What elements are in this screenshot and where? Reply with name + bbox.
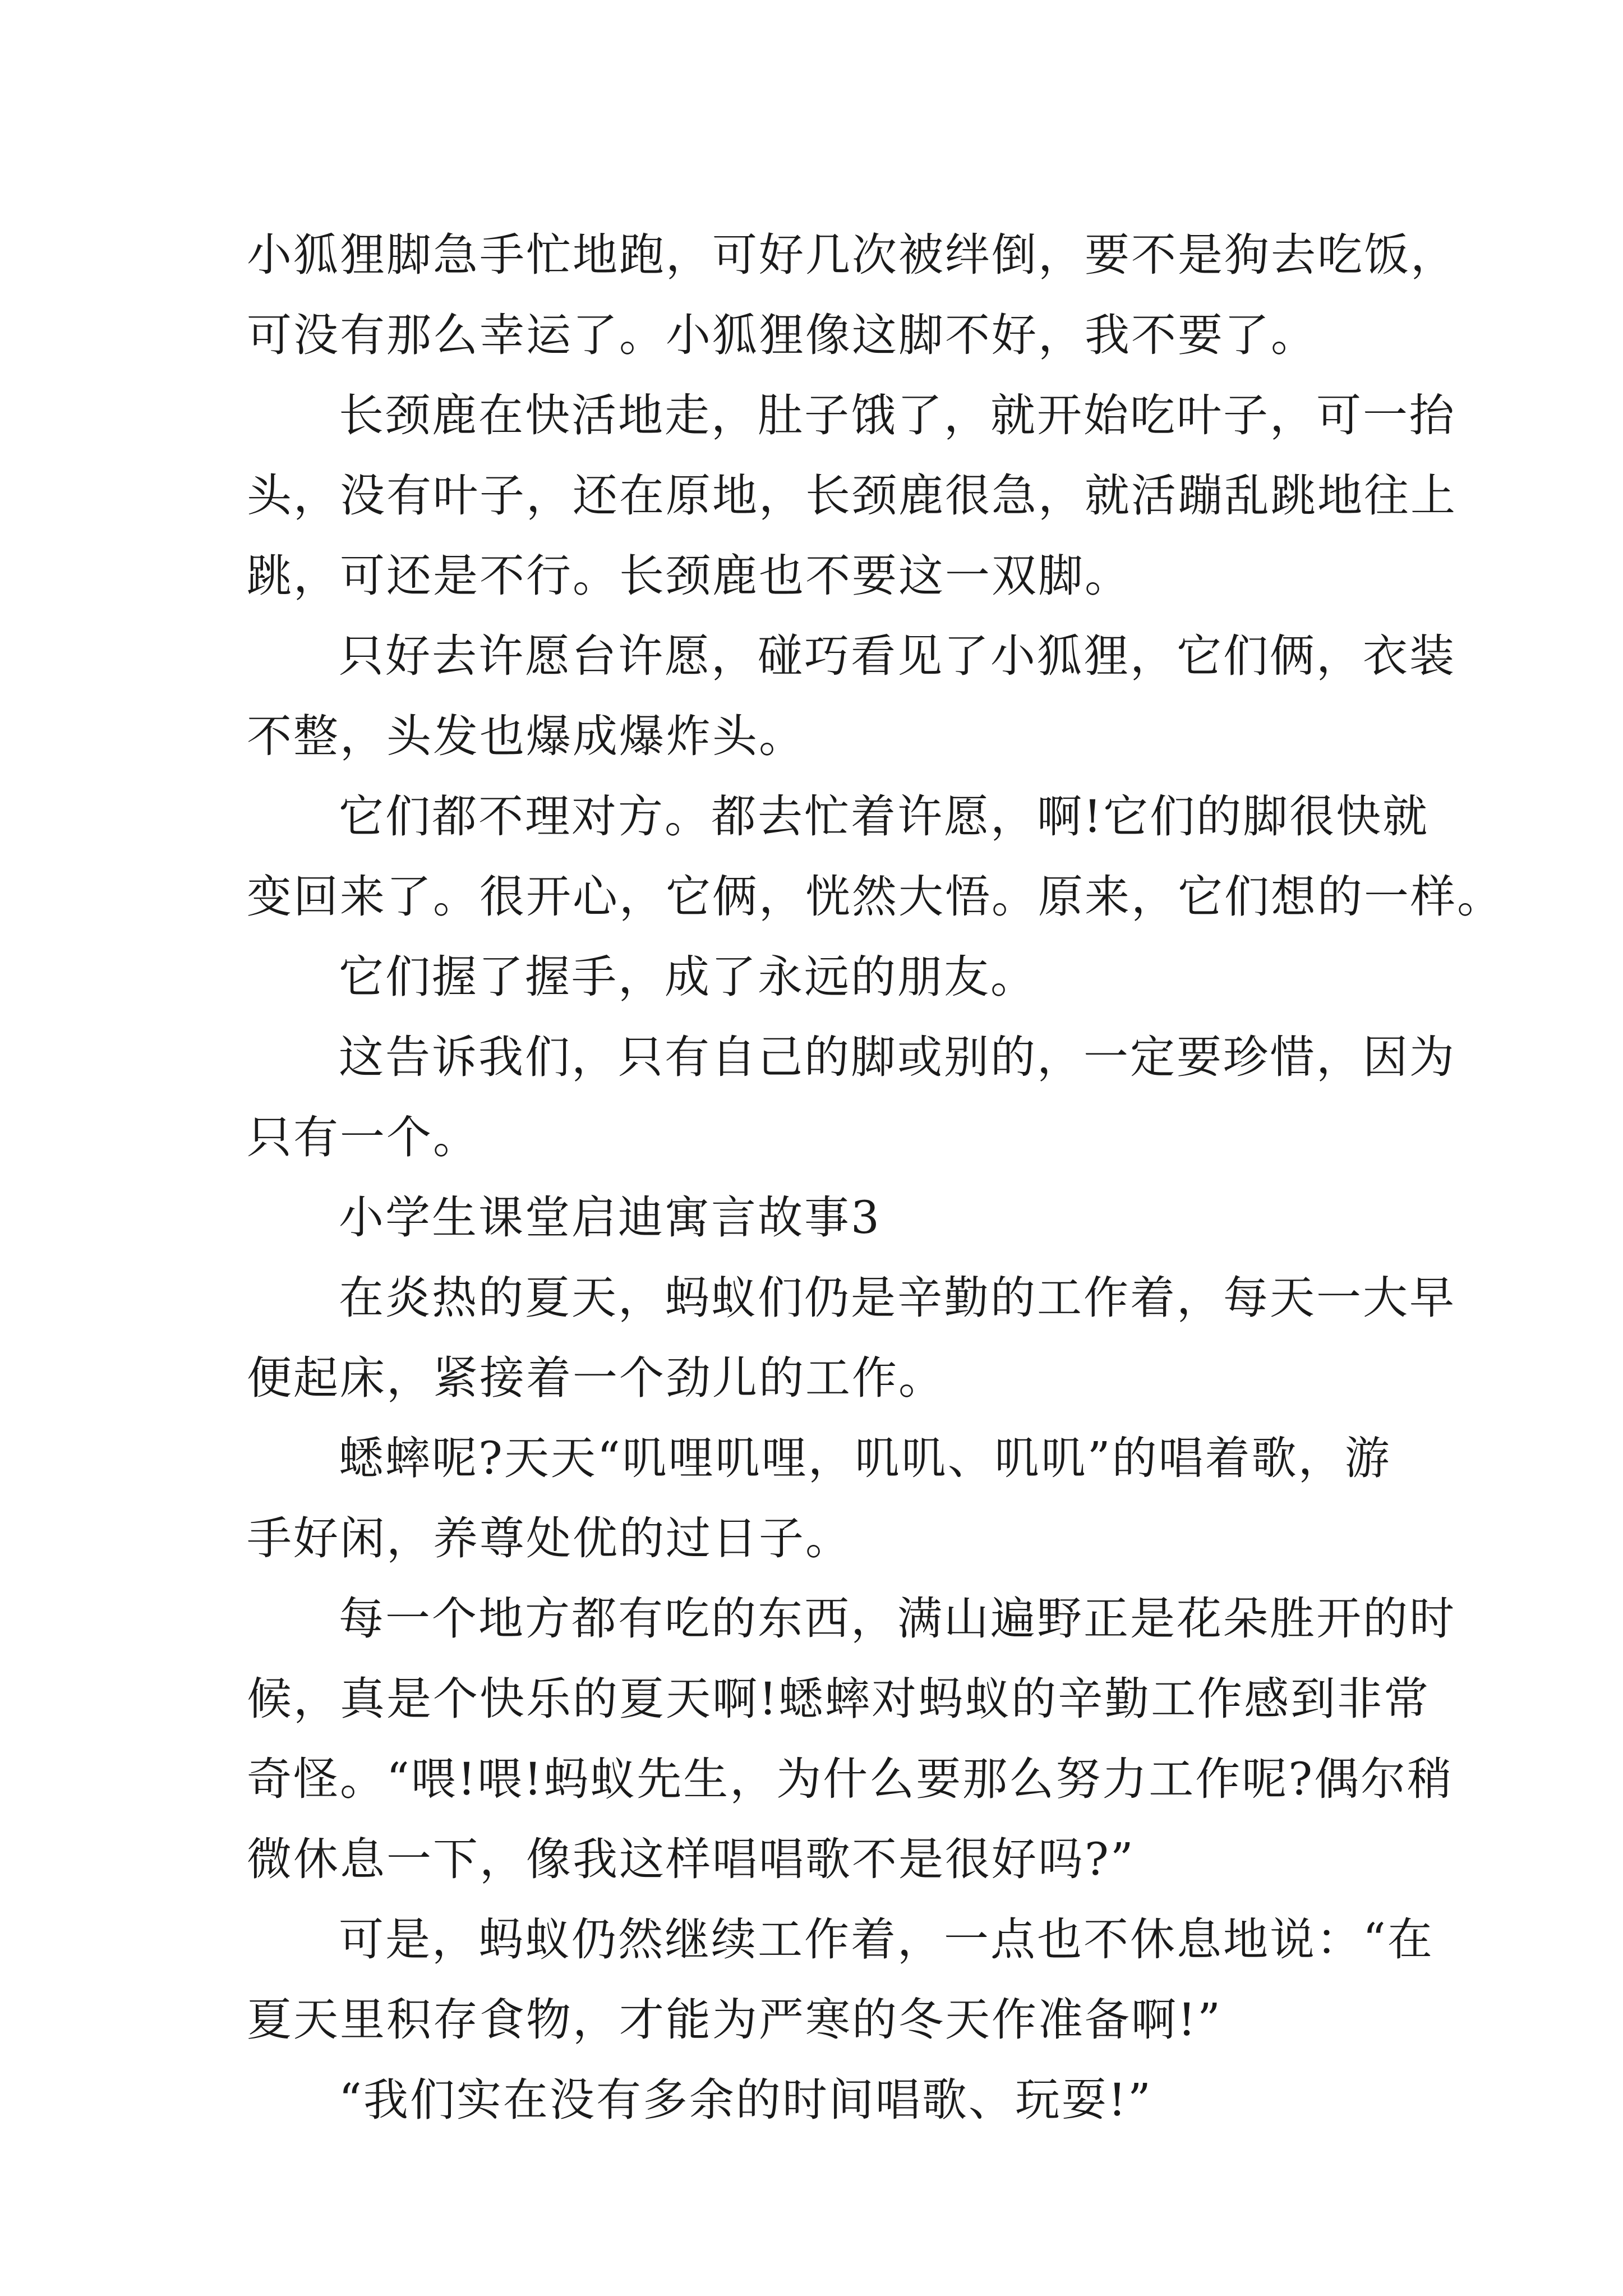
text-line: 可没有那么幸运了。小狐狸像这脚不好，我不要了。 — [247, 309, 1317, 361]
text-line: 它们握了握手，成了永远的朋友。 — [339, 951, 1037, 1003]
text-line: 夏天里积存食物，才能为严寒的冬天作准备啊!” — [247, 1994, 1223, 2046]
document-body — [247, 215, 1504, 2140]
text-line: 长颈鹿在快活地走，肚子饿了，就开始吃叶子，可一抬 — [339, 389, 1456, 441]
text-line: 微休息一下，像我这样唱唱歌不是很好吗?” — [247, 1833, 1135, 1885]
text-line: 只好去许愿台许愿，碰巧看见了小狐狸，它们俩，衣装 — [339, 630, 1456, 682]
text-line: 头，没有叶子，还在原地，长颈鹿很急，就活蹦乱跳地往上 — [247, 470, 1457, 522]
text-line: 可是，蚂蚁仍然继续工作着，一点也不休息地说：“在 — [339, 1913, 1434, 1966]
text-line: 手好闲，养尊处优的过日子。 — [247, 1512, 852, 1565]
text-line: 不整，头发也爆成爆炸头。 — [247, 710, 805, 762]
text-line: 蟋蟀呢?天天“叽哩叽哩，叽叽、叽叽”的唱着歌，游 — [339, 1432, 1391, 1484]
text-line: 奇怪。“喂!喂!蚂蚁先生，为什么要那么努力工作呢?偶尔稍 — [247, 1753, 1454, 1805]
text-line: 小狐狸脚急手忙地跑，可好几次被绊倒，要不是狗去吃饭， — [247, 229, 1457, 281]
text-line: 只有一个。 — [247, 1111, 479, 1163]
text-line: 候，真是个快乐的夏天啊!蟋蟀对蚂蚁的辛勤工作感到非常 — [247, 1673, 1431, 1725]
text-line: 它们都不理对方。都去忙着许愿，啊!它们的脚很快就 — [339, 790, 1430, 843]
text-line: 变回来了。很开心，它俩，恍然大悟。原来，它们想的一样。 — [247, 871, 1504, 923]
text-line: 在炎热的夏天，蚂蚁们仍是辛勤的工作着，每天一大早 — [339, 1272, 1456, 1324]
text-line: 跳，可还是不行。长颈鹿也不要这一双脚。 — [247, 550, 1131, 602]
text-line: 便起床，紧接着一个劲儿的工作。 — [247, 1352, 945, 1404]
section-heading: 小学生课堂启迪寓言故事3 — [339, 1191, 881, 1244]
text-line: “我们实在没有多余的时间唱歌、玩耍!” — [339, 2074, 1152, 2126]
text-line: 每一个地方都有吃的东西，满山遍野正是花朵胜开的时 — [339, 1593, 1456, 1645]
text-line: 这告诉我们，只有自己的脚或别的，一定要珍惜，因为 — [339, 1031, 1456, 1083]
